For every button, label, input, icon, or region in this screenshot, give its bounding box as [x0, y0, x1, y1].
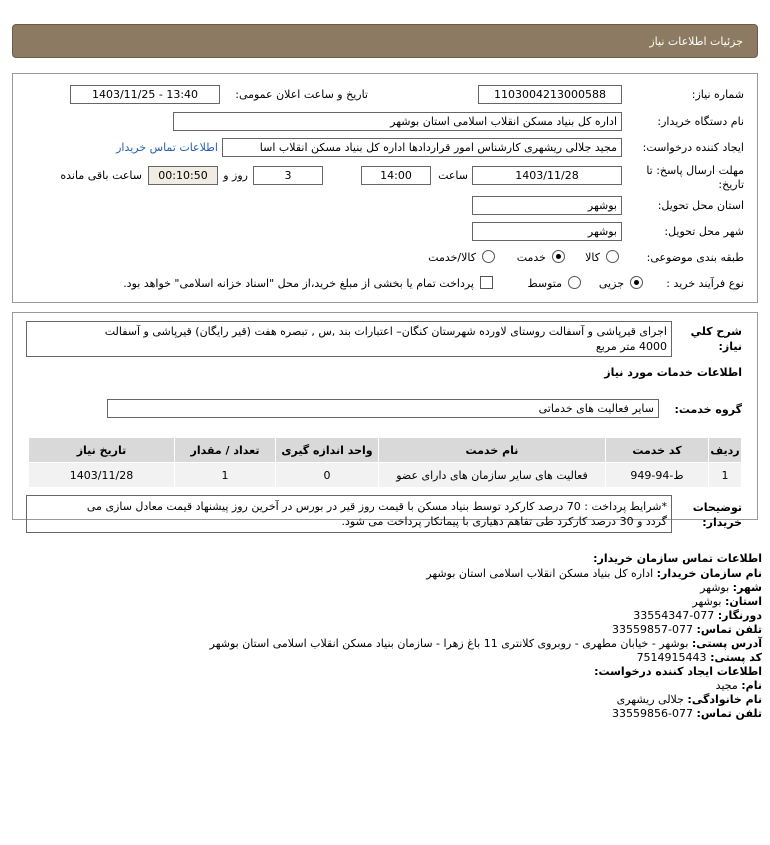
cell-row-number: 1	[709, 463, 742, 488]
buyer-contact-link[interactable]: اطلاعات تماس خریدار	[116, 141, 218, 154]
category-label: طبقه بندی موضوعی:	[646, 251, 744, 264]
col-quantity: تعداد / مقدار	[175, 438, 276, 463]
province-field: بوشهر	[472, 196, 622, 215]
remaining-label: ساعت باقی مانده	[60, 169, 142, 182]
notes-text-line1: *شرایط پرداخت : 70 درصد کارکرد توسط بنیاد مسکن با قیمت روز قیر در بورس در آخرین روز پیشنهاد قیمت معادل سازی می	[86, 500, 667, 513]
category-radio-service[interactable]	[552, 250, 565, 263]
notes-text-box	[26, 495, 672, 533]
cell-service-code: ط-94-949	[606, 463, 709, 488]
cell-unit: 0	[276, 463, 379, 488]
contact-postal-value: 7514915443	[636, 651, 707, 664]
notes-label-line2: خریدار:	[702, 516, 742, 529]
col-unit: واحد اندازه گیری	[276, 438, 379, 463]
deadline-days-field: 3	[253, 166, 323, 185]
deadline-date-field: 1403/11/28	[472, 166, 622, 185]
category-radio-goods-service[interactable]	[482, 250, 495, 263]
col-need-date: تاریخ نیاز	[29, 438, 175, 463]
contact-org-label: نام سازمان خریدار:	[656, 567, 762, 580]
summary-text-line2: 4000 متر مربع	[595, 340, 667, 353]
creator-family-label: نام خانوادگی:	[687, 693, 762, 706]
creator-name-label: نام:	[741, 679, 762, 692]
contact-phone-row	[612, 623, 762, 636]
category-option-goods: کالا	[585, 251, 600, 264]
contact-address-value: بوشهر - خیابان مطهری - روبروی کلانتری 11 باغ زهرا - سازمان بنیاد مسکن انقلاب اسلامی استان بوشهر	[209, 637, 689, 650]
summary-label-line1: شرح کلي	[690, 325, 742, 338]
contact-phone-label: تلفن تماس:	[696, 623, 762, 636]
contact-fax-label: دورنگار:	[717, 609, 762, 622]
contact-postal-row	[637, 651, 762, 664]
contact-postal-label: کد پستی:	[710, 651, 762, 664]
treasury-checkbox[interactable]	[480, 276, 493, 289]
province-label: استان محل تحویل:	[657, 199, 744, 212]
col-row-number: ردیف	[709, 438, 742, 463]
city-field: بوشهر	[472, 222, 622, 241]
treasury-note: پرداخت تمام یا بخشی از مبلغ خرید،از محل "اسناد خزانه اسلامی" خواهد بود.	[123, 277, 474, 290]
services-title: اطلاعات خدمات مورد نیاز	[604, 366, 742, 379]
cell-service-name: فعالیت های سایر سازمان های دارای عضو	[379, 463, 606, 488]
announce-field: 1403/11/25 - 13:40	[70, 85, 220, 104]
contact-org-row	[426, 567, 762, 580]
contact-city-label: شهر:	[732, 581, 762, 594]
cell-need-date: 1403/11/28	[29, 463, 175, 488]
table-row	[29, 463, 742, 488]
deadline-time-field: 14:00	[361, 166, 431, 185]
process-radio-medium[interactable]	[568, 276, 581, 289]
creator-phone-row	[612, 707, 762, 720]
summary-text-box	[26, 321, 672, 357]
summary-label-line2: نياز:	[718, 340, 742, 353]
page-title: جزئیات اطلاعات نیاز	[649, 35, 743, 48]
deadline-days-label: روز و	[223, 169, 248, 182]
creator-family-value: جلالی ریشهری	[616, 693, 684, 706]
contact-province-label: استان:	[725, 595, 762, 608]
deadline-time-label: ساعت	[438, 169, 468, 182]
creator-label: ایجاد کننده درخواست:	[642, 141, 744, 154]
contact-title: اطلاعات تماس سازمان خریدار:	[593, 552, 762, 565]
contact-fax-value: 077-33554347	[633, 609, 715, 622]
creator-family-row	[617, 693, 762, 706]
buyer-label: نام دستگاه خریدار:	[657, 115, 744, 128]
summary-text-line1: اجرای قیرپاشی و آسفالت روستای لاورده شهرستان کنگان– اعتبارات بند ,س , تبصره هفت (قیر رایگان) قیرپاشی و آسفالت	[104, 325, 667, 338]
contact-address-label: آدرس پستی:	[691, 637, 762, 650]
contact-province-row	[692, 595, 762, 608]
table-header-row	[29, 438, 742, 463]
services-table	[28, 437, 742, 488]
cell-quantity: 1	[175, 463, 276, 488]
process-option-partial: جزیی	[598, 277, 624, 290]
creator-name-value: مجید	[715, 679, 738, 692]
process-option-medium: متوسط	[527, 277, 562, 290]
creator-phone-value: 077-33559856	[612, 707, 694, 720]
deadline-label-line2: تاریخ:	[718, 178, 744, 191]
need-number-field: 1103004213000588	[478, 85, 622, 104]
deadline-label-line1: مهلت ارسال پاسخ: تا	[646, 164, 744, 177]
creator-info-title: اطلاعات ایجاد کننده درخواست:	[594, 665, 762, 678]
col-service-name: نام خدمت	[379, 438, 606, 463]
contact-address-row	[210, 637, 762, 650]
announce-label: تاریخ و ساعت اعلان عمومی:	[235, 88, 368, 101]
notes-text-line2: گردد و 30 درصد کارکرد طی تفاهم دهیاری با پیمانکار پرداخت می شود.	[341, 515, 667, 528]
category-option-goods-service: کالا/خدمت	[428, 251, 476, 264]
creator-phone-label: تلفن تماس:	[696, 707, 762, 720]
remaining-time-field: 00:10:50	[148, 166, 218, 185]
service-group-label: گروه خدمت:	[674, 403, 742, 416]
contact-fax-row	[633, 609, 762, 622]
contact-phone-value: 077-33559857	[612, 623, 694, 636]
need-details-panel	[12, 73, 758, 303]
category-radio-goods[interactable]	[606, 250, 619, 263]
need-number-label: شماره نیاز:	[691, 88, 744, 101]
process-label: نوع فرآیند خرید :	[666, 277, 744, 290]
creator-field: مجید جلالی ریشهری کارشناس امور قراردادها اداره کل بنیاد مسکن انقلاب اسا	[222, 138, 622, 157]
buyer-field: اداره کل بنیاد مسکن انقلاب اسلامی استان بوشهر	[173, 112, 622, 131]
contact-org-value: اداره کل بنیاد مسکن انقلاب اسلامی استان بوشهر	[426, 567, 654, 580]
contact-province-value: بوشهر	[692, 595, 722, 608]
process-radio-partial[interactable]	[630, 276, 643, 289]
creator-name-row	[716, 679, 762, 692]
contact-city-value: بوشهر	[700, 581, 730, 594]
page-header	[12, 24, 758, 58]
notes-label-line1: توضیحات	[692, 501, 742, 514]
service-group-field: سایر فعالیت های خدماتی	[107, 399, 659, 418]
contact-city-row	[700, 581, 762, 594]
col-service-code: کد خدمت	[606, 438, 709, 463]
category-option-service: خدمت	[516, 251, 546, 264]
city-label: شهر محل تحویل:	[664, 225, 744, 238]
